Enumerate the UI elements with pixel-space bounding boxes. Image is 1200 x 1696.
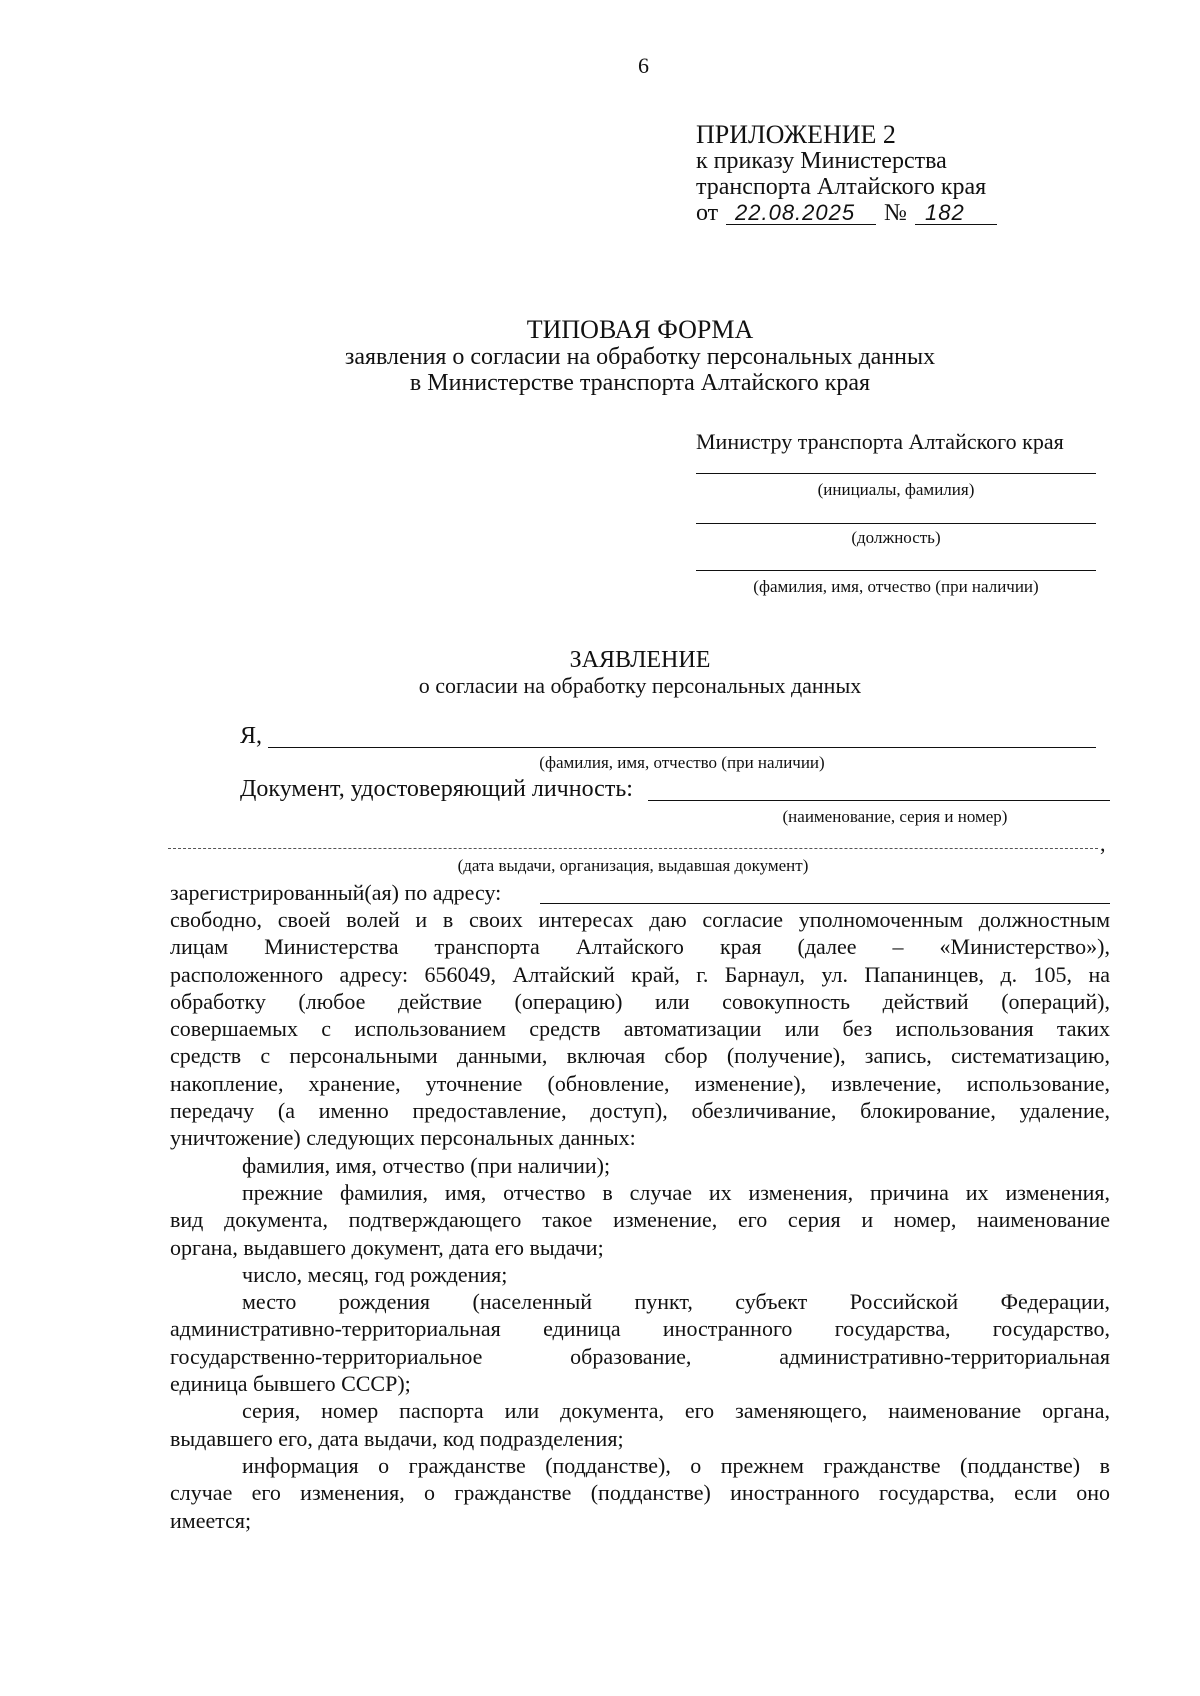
registered-address-label: зарегистрированный(ая) по адресу:	[170, 880, 502, 905]
list-item-line: вид документа, подтверждающего такое изменение, его серия и номер, наименование	[170, 1207, 1110, 1233]
identity-document-label: Документ, удостоверяющий личность:	[240, 776, 633, 802]
appendix-number-label: №	[884, 200, 907, 226]
body-line: обработку (любое действие (операцию) или совокупность действий (операций),	[170, 988, 1110, 1014]
addressee-to: Министру транспорта Алтайского края	[696, 429, 1064, 454]
caption-initials: (инициалы, фамилия)	[817, 480, 975, 499]
body-line: свободно, своей волей и в своих интересах даю согласие уполномоченным должностным	[170, 907, 1110, 932]
form-title-line-2: в Министерстве транспорта Алтайского края	[409, 370, 871, 396]
form-heading: ТИПОВАЯ ФОРМА	[526, 315, 754, 344]
list-item: число, месяц, год рождения;	[242, 1261, 508, 1287]
list-item: место рождения (населенный пункт, субъект Российской Федерации,	[242, 1289, 1110, 1315]
statement-subheading: о согласии на обработку персональных данных	[418, 673, 862, 698]
caption-position: (должность)	[851, 528, 941, 547]
list-item-line: случае его изменения, о гражданстве (подданстве) иностранного государства, если оно	[170, 1480, 1110, 1506]
i-label: Я,	[240, 723, 263, 749]
list-item-line: выдавшего его, дата выдачи, код подразделения;	[170, 1425, 624, 1451]
body-line: уничтожение) следующих персональных данных:	[170, 1125, 636, 1151]
statement-heading: ЗАЯВЛЕНИЕ	[569, 647, 711, 673]
handwritten-date: 22.08.2025	[735, 200, 856, 225]
body-line: накопление, хранение, уточнение (обновление, изменение), извлечение, использование,	[170, 1070, 1110, 1096]
list-item-line: органа, выдавшего документ, дата его выдачи;	[170, 1234, 604, 1260]
body-line: передачу (а именно предоставление, доступ), обезличивание, блокирование, удаление,	[170, 1098, 1110, 1124]
body-line: средств с персональными данными, включая сбор (получение), запись, систематизацию,	[170, 1043, 1110, 1069]
caption-document: (наименование, серия и номер)	[782, 807, 1008, 826]
consent-body	[170, 906, 1110, 1534]
list-item: прежние фамилия, имя, отчество в случае их изменения, причина их изменения,	[242, 1179, 1110, 1205]
appendix-title: ПРИЛОЖЕНИЕ 2	[696, 120, 896, 149]
list-item-line: государственно-территориальное образование, административно-территориальная	[170, 1343, 1110, 1369]
caption-addressee-fullname: (фамилия, имя, отчество (при наличии)	[753, 577, 1039, 596]
issue-line-comma: ,	[1100, 831, 1106, 856]
list-item-line: имеется;	[170, 1507, 252, 1533]
appendix-line-2: транспорта Алтайского края	[696, 174, 987, 200]
list-item: фамилия, имя, отчество (при наличии);	[242, 1152, 611, 1178]
page-number: 6	[638, 53, 649, 78]
list-item-line: единица бывшего СССР);	[170, 1371, 411, 1397]
list-item: серия, номер паспорта или документа, его заменяющего, наименование органа,	[242, 1398, 1110, 1424]
list-item: информация о гражданстве (подданстве), о прежнем гражданстве (подданстве) в	[242, 1452, 1110, 1478]
appendix-line-1: к приказу Министерства	[696, 148, 947, 174]
caption-applicant-fullname: (фамилия, имя, отчество (при наличии)	[539, 753, 825, 772]
handwritten-number: 182	[925, 200, 965, 225]
form-title-line-1: заявления о согласии на обработку персональных данных	[344, 344, 936, 370]
list-item-line: административно-территориальная единица иностранного государства, государство,	[170, 1316, 1110, 1342]
body-line: лицам Министерства транспорта Алтайского края (далее – «Министерство»),	[170, 934, 1110, 960]
appendix-from-label: от	[696, 200, 719, 226]
body-line: совершаемых с использованием средств автоматизации или без использования таких	[170, 1016, 1110, 1042]
body-line: расположенного адресу: 656049, Алтайский край, г. Барнаул, ул. Папанинцев, д. 105, на	[170, 961, 1110, 987]
caption-issue: (дата выдачи, организация, выдавшая документ)	[457, 856, 809, 875]
